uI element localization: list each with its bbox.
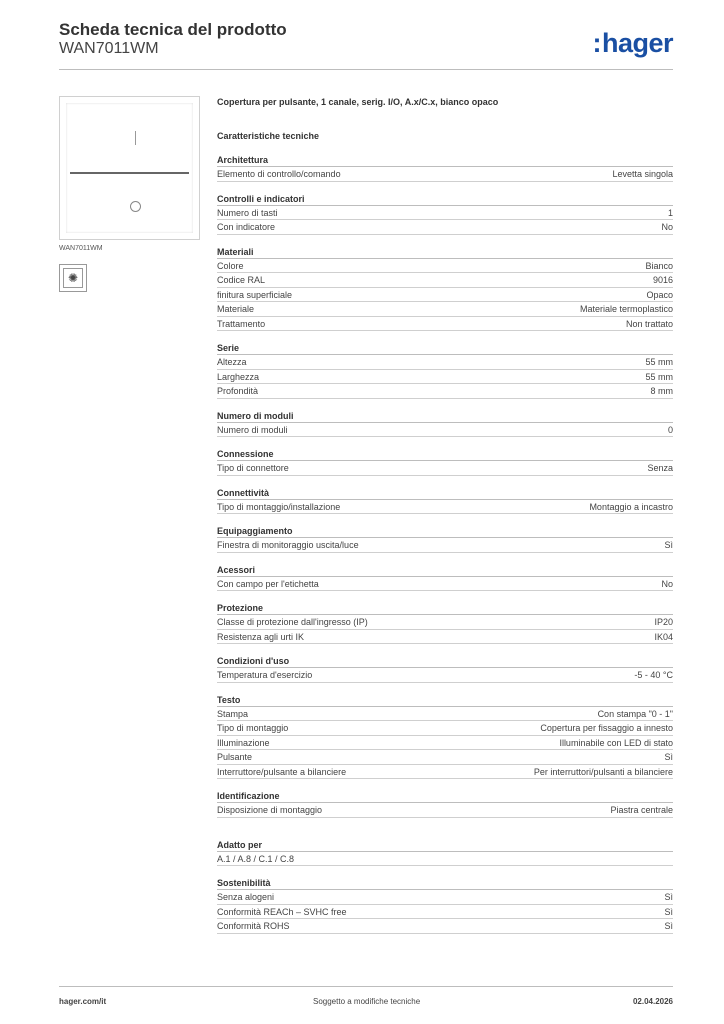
- section-title: Materiali: [217, 245, 673, 259]
- spec-label: Con indicatore: [217, 222, 276, 232]
- spec-row: [217, 736, 673, 751]
- on-mark-icon: [135, 131, 136, 145]
- footer-note: Soggetto a modifiche tecniche: [313, 997, 421, 1006]
- spec-row: [217, 167, 673, 182]
- section-title: Testo: [217, 693, 673, 707]
- section-title: Identificazione: [217, 789, 673, 803]
- spec-row: [217, 803, 673, 818]
- footer-website: hager.com/it: [59, 997, 107, 1006]
- image-caption: WAN7011WM: [59, 245, 103, 252]
- spec-row: [217, 370, 673, 385]
- spec-label: Tipo di montaggio: [217, 723, 289, 733]
- spec-row: [217, 630, 673, 645]
- spec-value: Sì: [664, 752, 673, 762]
- spec-section: [217, 601, 673, 644]
- spec-section: [217, 563, 673, 592]
- section-title: Adatto per: [217, 838, 673, 852]
- spec-section: [217, 524, 673, 553]
- rocker-split-line: [70, 172, 189, 174]
- spec-label: Resistenza agli urti IK: [217, 631, 305, 642]
- spec-label: Disposizione di montaggio: [217, 805, 323, 815]
- spec-section: [217, 789, 673, 818]
- spec-row: [217, 668, 673, 683]
- spec-row: [217, 577, 673, 592]
- spec-section: [217, 693, 673, 780]
- spec-value: Illuminabile con LED di stato: [559, 737, 673, 748]
- spec-label: A.1 / A.8 / C.1 / C.8: [217, 853, 295, 864]
- product-description: Copertura per pulsante, 1 canale, serig. I/O, A.x/C.x, bianco opaco: [217, 97, 499, 107]
- spec-row: [217, 852, 673, 867]
- spec-label: Con campo per l'etichetta: [217, 578, 319, 589]
- spec-row: [217, 890, 673, 905]
- spec-value: No: [661, 578, 673, 589]
- spec-label: Elemento di controllo/comando: [217, 169, 341, 179]
- spec-section: [217, 486, 673, 515]
- product-image: [59, 96, 200, 240]
- spec-label: Temperatura d'esercizio: [217, 670, 313, 680]
- spec-label: Senza alogeni: [217, 892, 275, 902]
- spec-value: Bianco: [645, 260, 673, 271]
- section-title: Connessione: [217, 447, 673, 461]
- section-title: Equipaggiamento: [217, 524, 673, 538]
- section-title: Numero di moduli: [217, 409, 673, 423]
- spec-value: 9016: [652, 275, 673, 285]
- spec-section-adatto: [217, 838, 673, 867]
- spec-row: [217, 500, 673, 515]
- spec-value: IK04: [654, 631, 673, 642]
- spec-value: 8 mm: [650, 386, 673, 396]
- spec-row: [217, 765, 673, 780]
- spec-row: [217, 273, 673, 288]
- spec-label: Materiale: [217, 304, 255, 314]
- spec-row: [217, 259, 673, 274]
- hager-logo: :hager: [592, 28, 673, 58]
- spec-row: [217, 905, 673, 920]
- spec-row: [217, 919, 673, 934]
- spec-label: Illuminazione: [217, 737, 270, 748]
- spec-label: Conformità ROHS: [217, 921, 290, 931]
- spec-value: Sì: [664, 540, 673, 550]
- spec-value: Per interruttori/pulsanti a bilanciere: [533, 766, 673, 777]
- spec-row: [217, 355, 673, 370]
- footer-date: 02.04.2026: [632, 997, 673, 1006]
- spec-row: [217, 302, 673, 317]
- spec-label: Numero di tasti: [217, 207, 278, 218]
- spec-row: [217, 384, 673, 399]
- spec-value: Montaggio a incastro: [589, 501, 673, 512]
- spec-value: Con stampa "0 - 1": [597, 708, 673, 719]
- spec-label: Tipo di connettore: [217, 463, 289, 473]
- header-divider: [59, 69, 673, 70]
- spec-label: Conformità REACh – SVHC free: [217, 906, 347, 917]
- spec-value: Opaco: [646, 289, 673, 300]
- spec-label: Colore: [217, 260, 244, 271]
- spec-column: [217, 95, 673, 934]
- section-title: Sostenibilità: [217, 876, 673, 890]
- spec-value: 55 mm: [645, 371, 673, 382]
- spec-label: Pulsante: [217, 752, 253, 762]
- spec-row: [217, 220, 673, 235]
- spec-value: Copertura per fissaggio a innesto: [540, 723, 673, 733]
- spec-row: [217, 317, 673, 332]
- spec-label: Profondità: [217, 386, 259, 396]
- spec-value: Sì: [664, 892, 673, 902]
- spec-value: -5 - 40 °C: [634, 670, 673, 680]
- spec-value: 1: [667, 207, 673, 218]
- spec-value: 0: [667, 424, 673, 435]
- spec-section: [217, 341, 673, 399]
- section-title: Connettività: [217, 486, 673, 500]
- spec-value: Senza: [647, 463, 673, 473]
- spec-section: [217, 409, 673, 438]
- page-header: [59, 20, 673, 70]
- spec-value: IP20: [654, 617, 673, 627]
- spec-section: [217, 245, 673, 332]
- spec-value: Piastra centrale: [610, 805, 673, 815]
- section-title: Controlli e indicatori: [217, 192, 673, 206]
- characteristics-title: Caratteristiche tecniche: [217, 131, 320, 141]
- spec-value: Non trattato: [625, 318, 673, 329]
- spec-value: Materiale termoplastico: [579, 304, 673, 314]
- spec-section-sostenibilita: [217, 876, 673, 934]
- spec-label: Stampa: [217, 708, 249, 719]
- spec-row: [217, 206, 673, 221]
- page-title: Scheda tecnica del prodotto: [59, 20, 287, 39]
- footer-divider: [59, 986, 673, 987]
- off-mark-icon: [130, 201, 141, 212]
- section-title: Architettura: [217, 153, 673, 167]
- spec-sections: [217, 153, 673, 818]
- section-title: Condizioni d'uso: [217, 654, 673, 668]
- spec-label: Larghezza: [217, 371, 260, 382]
- spec-row: [217, 538, 673, 553]
- spec-row: [217, 721, 673, 736]
- spec-value: 55 mm: [645, 357, 673, 367]
- product-code: WAN7011WM: [59, 40, 159, 57]
- spec-value: No: [661, 222, 673, 232]
- spec-row: [217, 423, 673, 438]
- spec-row: [217, 288, 673, 303]
- spec-label: Trattamento: [217, 318, 266, 329]
- spec-section: [217, 654, 673, 683]
- spec-label: Tipo di montaggio/installazione: [217, 501, 341, 512]
- lamp-indicator-icon: ✺: [59, 264, 87, 292]
- spec-value: Sì: [664, 906, 673, 917]
- section-title: Serie: [217, 341, 673, 355]
- spec-section: [217, 192, 673, 235]
- spec-section: [217, 447, 673, 476]
- spec-row: [217, 707, 673, 722]
- spec-section: [217, 153, 673, 182]
- spec-value: Levetta singola: [612, 169, 673, 179]
- spec-label: Classe di protezione dall'ingresso (IP): [217, 617, 368, 627]
- spec-label: Finestra di monitoraggio uscita/luce: [217, 540, 359, 550]
- section-title: Acessori: [217, 563, 673, 577]
- section-title: Protezione: [217, 601, 673, 615]
- spec-label: Altezza: [217, 357, 247, 367]
- spec-label: Interruttore/pulsante a bilanciere: [217, 766, 347, 777]
- spec-value: Sì: [664, 921, 673, 931]
- spec-row: [217, 615, 673, 630]
- product-image-column: [59, 96, 200, 292]
- spec-row: [217, 461, 673, 476]
- spec-label: Numero di moduli: [217, 424, 288, 435]
- spec-label: Codice RAL: [217, 275, 266, 285]
- spec-row: [217, 750, 673, 765]
- spec-label: finitura superficiale: [217, 289, 293, 300]
